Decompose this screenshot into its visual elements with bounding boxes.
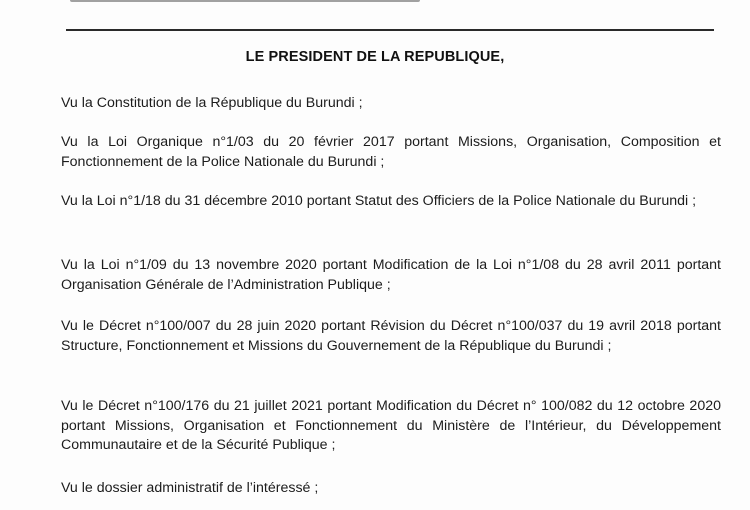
paragraph-loi-organique: Vu la Loi Organique n°1/03 du 20 février 2017 portant Missions, Organisation, Composition et Fonctionnement de la Police Nationale du Burundi ; <box>61 134 721 170</box>
paragraph-constitution: Vu la Constitution de la République du Burundi ; <box>61 95 363 111</box>
cut-off-text-line <box>70 0 420 2</box>
paragraph-dossier: Vu le dossier administratif de l’intéressé ; <box>61 480 319 496</box>
horizontal-rule <box>66 29 714 31</box>
paragraph-loi-statut: Vu la Loi n°1/18 du 31 décembre 2010 portant Statut des Officiers de la Police Nationale du Burundi ; <box>61 193 697 209</box>
document-heading: LE PRESIDENT DE LA REPUBLIQUE, <box>245 49 505 65</box>
paragraph-loi-modification: Vu la Loi n°1/09 du 13 novembre 2020 portant Modification de la Loi n°1/08 du 28 avril 2011 portant Organisation Générale de l’Administration Publique ; <box>61 257 721 293</box>
paragraph-decret-revision: Vu le Décret n°100/007 du 28 juin 2020 portant Révision du Décret n°100/037 du 19 avril 2018 portant Structure, Fonctionnement et Missions du Gouvernement de la République du Burundi ; <box>61 318 721 354</box>
paragraph-decret-modification: Vu le Décret n°100/176 du 21 juillet 2021 portant Modification du Décret n° 100/082 du 12 octobre 2020 portant Missions, Organisation et Fonctionnement du Ministère de l’Intérieur, du Développement Communautaire et de la Sécurité Publique ; <box>61 398 721 453</box>
